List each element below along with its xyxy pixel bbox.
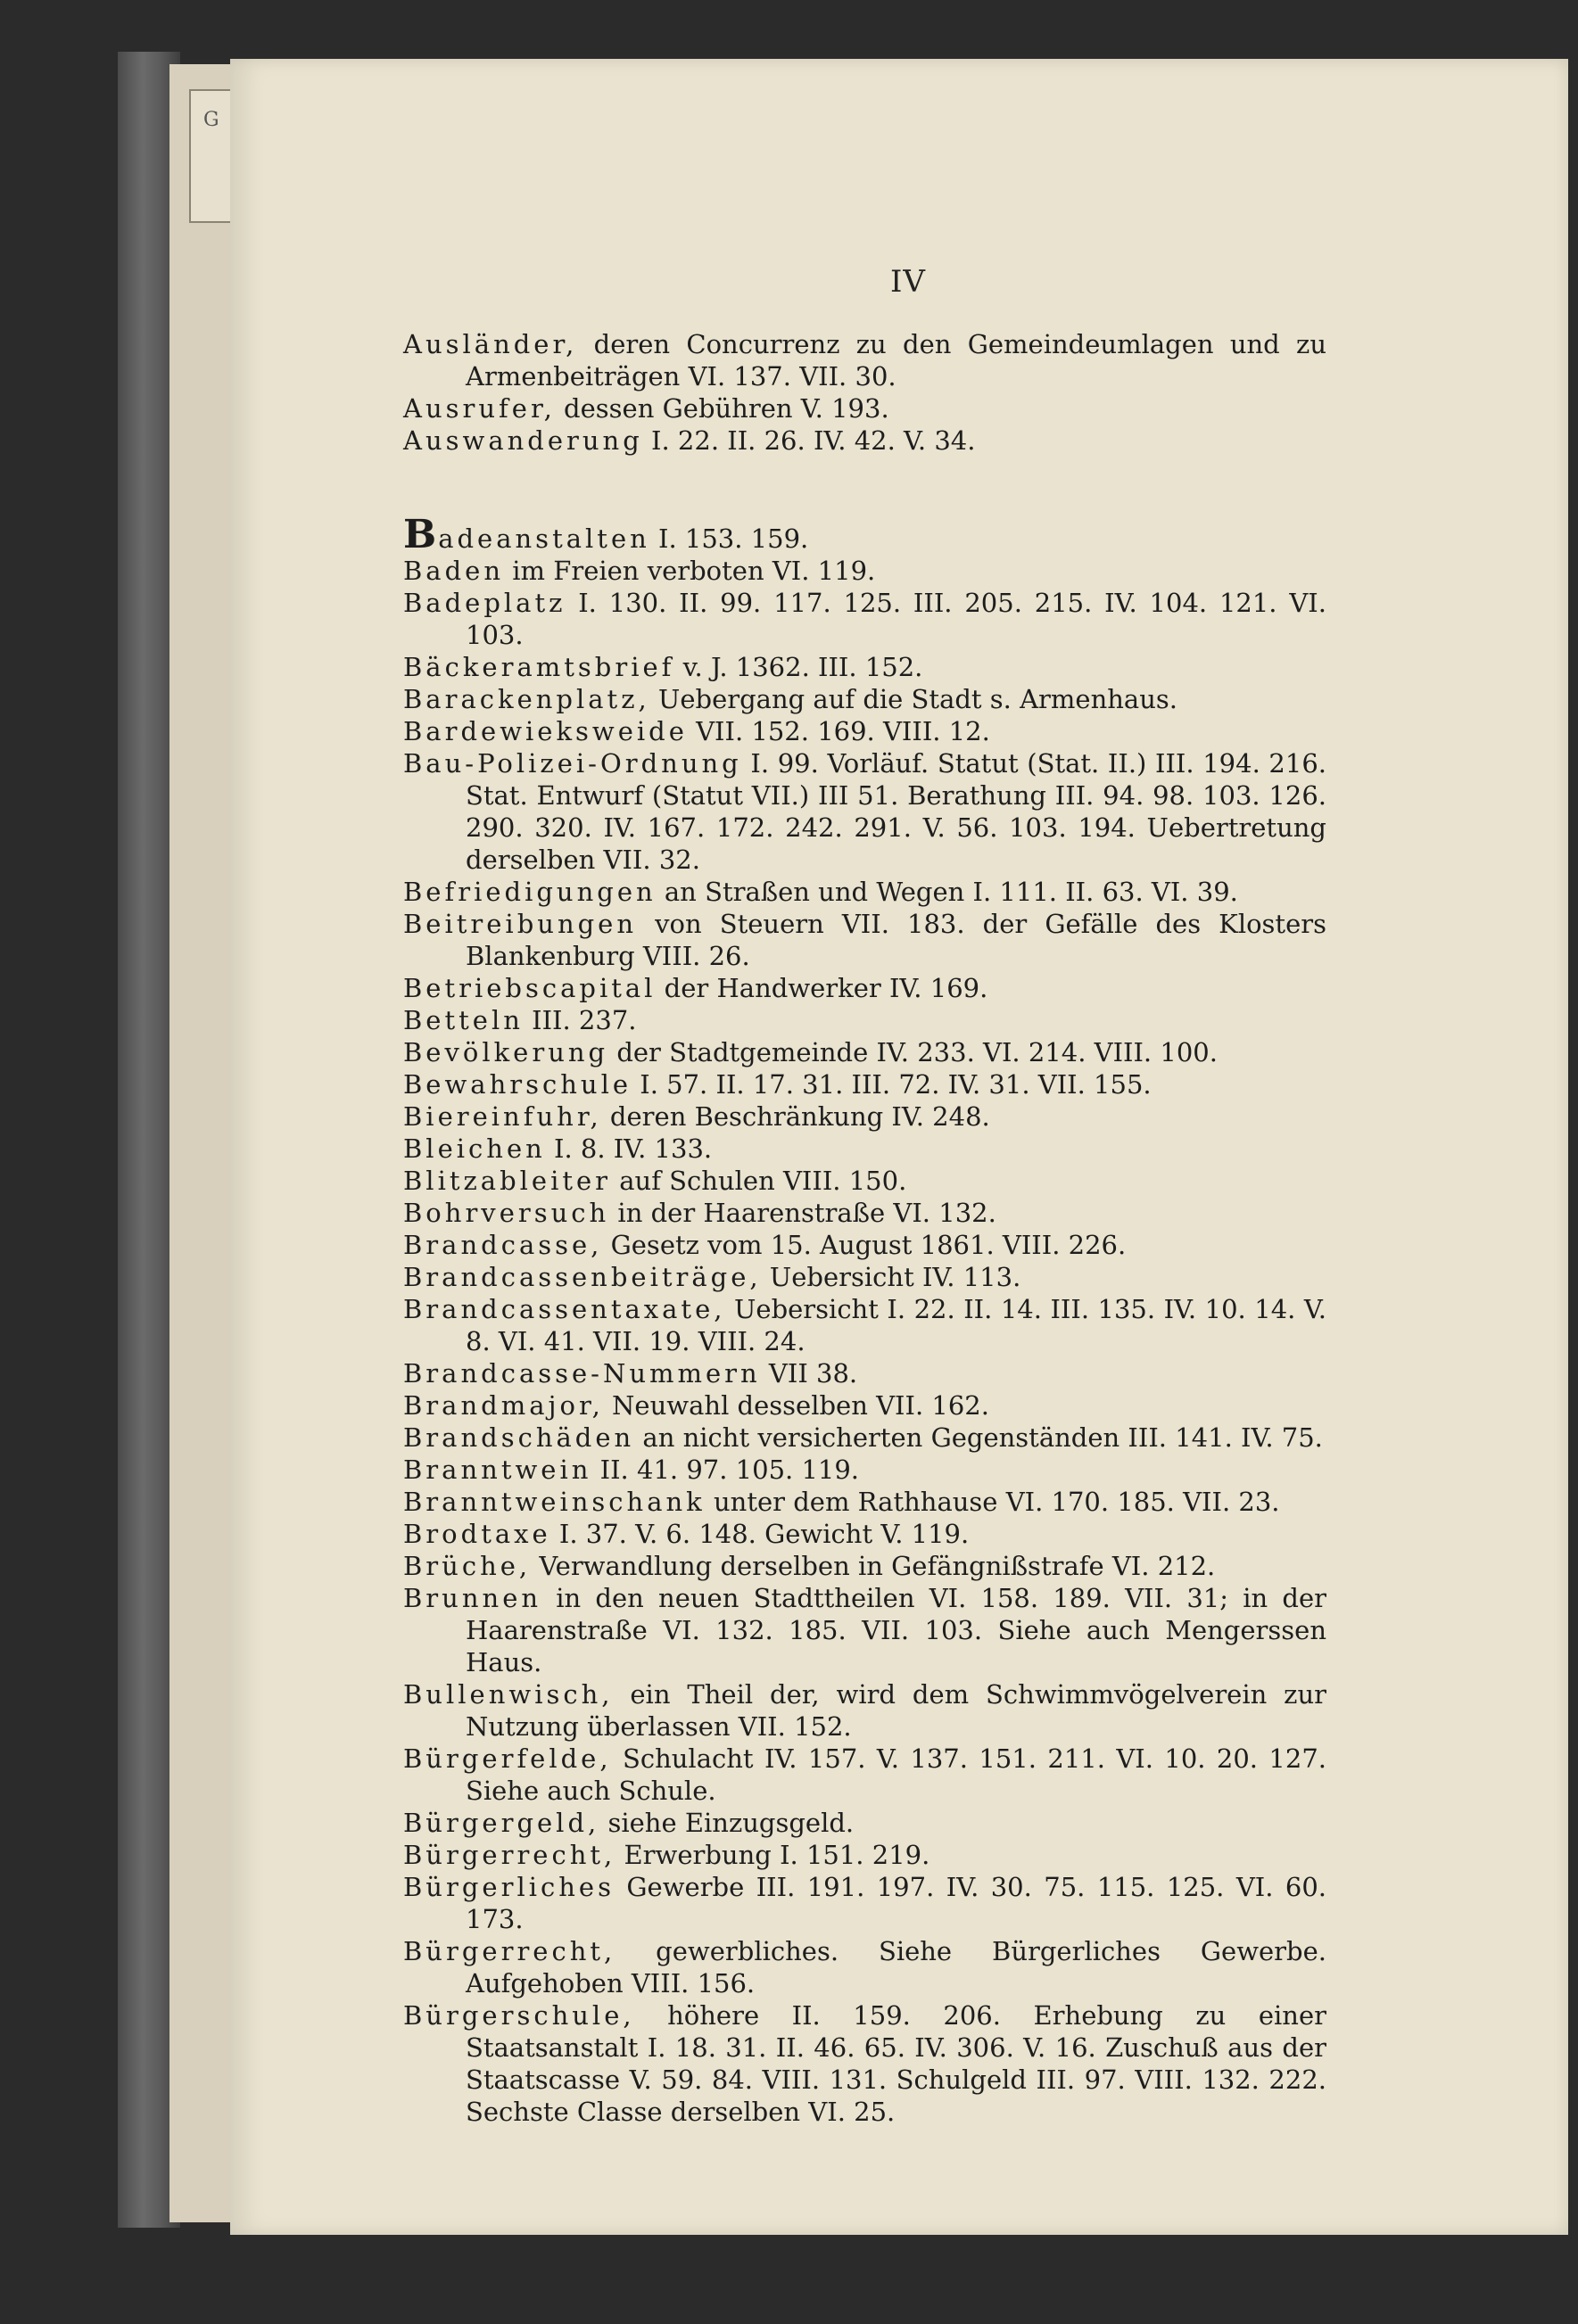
entry-keyword: Bleichen: [403, 1133, 546, 1164]
index-content: [403, 328, 1326, 2128]
index-entry: [403, 587, 1326, 651]
entry-keyword: Bohrversuch: [403, 1198, 610, 1228]
entry-keyword: Beitreibungen: [403, 909, 638, 939]
entry-references: I. 37. V. 6. 148. Gewicht V. 119.: [550, 1519, 970, 1549]
entry-references: an nicht versicherten Gegenständen III. 141. IV. 75.: [634, 1422, 1323, 1453]
index-entry: [403, 715, 1326, 747]
index-entry: [403, 1807, 1326, 1839]
entry-keyword: Brandschäden: [403, 1422, 635, 1453]
index-entry: [403, 1100, 1326, 1133]
index-entry: [403, 1678, 1326, 1743]
entry-references: der Handwerker IV. 169.: [656, 973, 988, 1003]
entry-keyword: Ausrufer,: [403, 393, 556, 424]
entry-references: I. 8. IV. 133.: [545, 1133, 713, 1164]
index-section-b: [403, 512, 1326, 2128]
entry-references: höhere II. 159. 206. Erhebung zu einer Staatsanstalt I. 18. 31. II. 46. 65. IV. 306. V. 16. Zuschuß aus der Staatscasse V. 59. 84. VIII. 131. Schulgeld III. 97. VIII. 132. 222. Sechste Classe derselben VI. 25.: [466, 2000, 1326, 2127]
entry-keyword-rest: adeanstalten: [438, 523, 650, 554]
entry-references: von Steuern VII. 183. der Gefälle des Klosters Blankenburg VIII. 26.: [466, 909, 1326, 971]
index-entry: [403, 1999, 1326, 2128]
entry-references: an Straßen und Wegen I. 111. II. 63. VI. 39.: [656, 877, 1238, 907]
index-entry: [403, 683, 1326, 715]
index-entry: [403, 747, 1326, 876]
entry-references: siehe Einzugsgeld.: [599, 1808, 855, 1838]
entry-keyword: Auswanderung: [403, 425, 643, 456]
entry-keyword: Bardewieksweide: [403, 716, 688, 746]
entry-keyword: Befriedigungen: [403, 877, 657, 907]
entry-keyword: Branntwein: [403, 1455, 592, 1485]
entry-keyword: Bäckeramtsbrief: [403, 652, 675, 682]
entry-keyword: Bürgerrecht,: [403, 1936, 616, 1966]
index-entry: [403, 1743, 1326, 1807]
entry-keyword: Bürgerschule,: [403, 2000, 635, 2031]
entry-references: Neuwahl desselben VII. 162.: [603, 1390, 989, 1421]
index-entry: [403, 512, 1326, 557]
entry-references: dessen Gebühren V. 193.: [555, 393, 889, 424]
entry-references: auf Schulen VIII. 150.: [611, 1166, 907, 1196]
entry-keyword: Bürgerfelde,: [403, 1743, 612, 1774]
entry-keyword: Bürgerrecht,: [403, 1840, 616, 1870]
entry-keyword: Bewahrschule: [403, 1069, 632, 1100]
index-entry: [403, 1357, 1326, 1389]
entry-keyword: Brandcasse-Nummern: [403, 1358, 761, 1389]
entry-references: I. 99. Vorläuf. Statut (Stat. II.) III. 194. 216. Stat. Entwurf (Statut VII.) III 51. Berathung III. 94. 98. 103. 126. 290. 320. IV. 167. 172. 242. 291. V. 56. 103. 194. Uebertretung derselben VII. 32.: [466, 748, 1326, 875]
index-entry: [403, 1871, 1326, 1935]
entry-references: I. 153. 159.: [649, 523, 809, 554]
entry-keyword: Biereinfuhr,: [403, 1101, 602, 1132]
entry-keyword: Branntweinschank: [403, 1487, 706, 1517]
index-entry: [403, 1935, 1326, 1999]
index-entry: [403, 392, 1326, 424]
entry-references: Erwerbung I. 151. 219.: [616, 1840, 930, 1870]
entry-keyword: Brunnen: [403, 1583, 542, 1613]
index-entry: [403, 651, 1326, 683]
entry-references: III. 237.: [523, 1005, 637, 1035]
entry-keyword: Bau-Polizei-Ordnung: [403, 748, 742, 779]
entry-references: im Freien verboten VI. 119.: [504, 556, 876, 586]
index-entry: [403, 1293, 1326, 1357]
index-entry: [403, 1839, 1326, 1871]
entry-references: Uebergang auf die Stadt s. Armenhaus.: [649, 684, 1178, 714]
index-entry: [403, 1486, 1326, 1518]
entry-keyword: Brandcassentaxate,: [403, 1294, 726, 1324]
index-entry: [403, 1550, 1326, 1582]
entry-references: VII 38.: [760, 1358, 858, 1389]
entry-references: Gesetz vom 15. August 1861. VIII. 226.: [602, 1230, 1127, 1260]
entry-references: I. 22. II. 26. IV. 42. V. 34.: [642, 425, 976, 456]
section-gap: [403, 457, 1326, 519]
entry-references: in den neuen Stadttheilen VI. 158. 189. VII. 31; in der Haarenstraße VI. 132. 185. VII. 103. Siehe auch Mengerssen Haus.: [466, 1583, 1326, 1677]
index-entry: [403, 1261, 1326, 1293]
index-entry: [403, 424, 1326, 457]
entry-keyword: Brandcassenbeiträge,: [403, 1262, 762, 1292]
index-entry: [403, 1197, 1326, 1229]
entry-keyword: Bevölkerung: [403, 1037, 609, 1067]
entry-references: Verwandlung derselben in Gefängnißstrafe VI. 212.: [531, 1551, 1216, 1581]
entry-keyword: Blitzableiter: [403, 1166, 612, 1196]
entry-references: gewerbliches. Siehe Bürgerliches Gewerbe. Aufgehoben VIII. 156.: [466, 1936, 1326, 1998]
entry-keyword: Badeplatz: [403, 588, 566, 618]
index-entry: [403, 1133, 1326, 1165]
entry-keyword: Ausländer,: [403, 329, 578, 359]
index-entry: [403, 1389, 1326, 1422]
index-entry: [403, 1518, 1326, 1550]
entry-references: Uebersicht IV. 113.: [761, 1262, 1021, 1292]
entry-keyword: Barackenplatz,: [403, 684, 650, 714]
index-entry: [403, 972, 1326, 1004]
entry-references: ein Theil der, wird dem Schwimmvögelverein zur Nutzung überlassen VII. 152.: [466, 1679, 1326, 1742]
entry-keyword: Bürgergeld,: [403, 1808, 600, 1838]
entry-references: Schulacht IV. 157. V. 137. 151. 211. VI. 10. 20. 127. Siehe auch Schule.: [466, 1743, 1326, 1806]
entry-keyword: Bürgerliches: [403, 1872, 615, 1902]
entry-keyword: Brüche,: [403, 1551, 532, 1581]
entry-keyword: Brodtaxe: [403, 1519, 551, 1549]
index-entry: [403, 1454, 1326, 1486]
index-entry: [403, 1582, 1326, 1678]
page-number: IV: [890, 264, 926, 300]
index-entry: [403, 328, 1326, 392]
entry-keyword: Bullenwisch,: [403, 1679, 614, 1710]
index-entry: [403, 876, 1326, 908]
entry-references: I. 130. II. 99. 117. 125. III. 205. 215. IV. 104. 121. VI. 103.: [466, 588, 1326, 650]
index-entry: [403, 1229, 1326, 1261]
entry-references: in der Haarenstraße VI. 132.: [609, 1198, 996, 1228]
entry-references: der Stadtgemeinde IV. 233. VI. 214. VIII. 100.: [608, 1037, 1218, 1067]
index-section-a: [403, 328, 1326, 457]
entry-references: I. 57. II. 17. 31. III. 72. IV. 31. VII. 155.: [632, 1069, 1152, 1100]
entry-keyword: Brandmajor,: [403, 1390, 604, 1421]
entry-keyword: [403, 512, 650, 557]
entry-references: unter dem Rathhause VI. 170. 185. VII. 23.: [705, 1487, 1280, 1517]
page-tab: [189, 89, 235, 223]
index-entry: [403, 1165, 1326, 1197]
section-initial: B: [403, 512, 439, 557]
entry-references: VII. 152. 169. VIII. 12.: [687, 716, 990, 746]
entry-references: deren Concurrenz zu den Gemeindeumlagen und zu Armenbeiträgen VI. 137. VII. 30.: [466, 329, 1326, 391]
entry-references: v. J. 1362. III. 152.: [674, 652, 923, 682]
entry-references: deren Beschränkung IV. 248.: [601, 1101, 990, 1132]
entry-keyword: Betriebscapital: [403, 973, 657, 1003]
index-entry: [403, 1036, 1326, 1068]
entry-keyword: Brandcasse,: [403, 1230, 603, 1260]
index-entry: [403, 1004, 1326, 1036]
entry-keyword: Baden: [403, 556, 505, 586]
entry-references: Uebersicht I. 22. II. 14. III. 135. IV. 10. 14. V. 8. VI. 41. VII. 19. VIII. 24.: [466, 1294, 1326, 1356]
index-entry: [403, 908, 1326, 972]
index-entry: [403, 555, 1326, 587]
index-entry: [403, 1068, 1326, 1100]
index-entry: [403, 1422, 1326, 1454]
entry-keyword: Betteln: [403, 1005, 524, 1035]
tab-letter: G: [203, 109, 219, 131]
entry-references: II. 41. 97. 105. 119.: [591, 1455, 860, 1485]
entry-references: Gewerbe III. 191. 197. IV. 30. 75. 115. 125. VI. 60. 173.: [466, 1872, 1326, 1934]
